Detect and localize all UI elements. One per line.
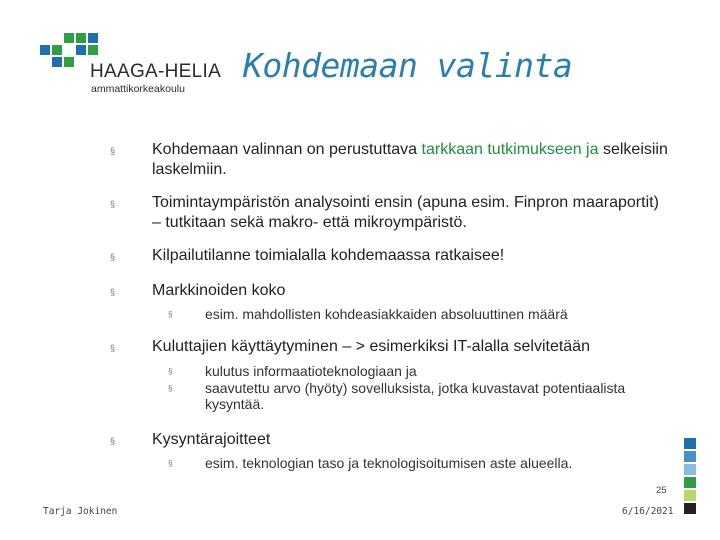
- sub-bullet-text: kulutus informaatioteknologiaan ja: [205, 363, 417, 379]
- page-number: 25: [656, 485, 667, 496]
- bullet-text: Toimintaympäristön analysointi ensin (apuna esim. Finpron maaraportit) – tutkitaan sekä makro- että mikroympäristö.: [152, 194, 659, 231]
- decor-square: [684, 464, 696, 475]
- bullet-text: Kuluttajien käyttäytyminen – > esimerkiksi IT-alalla selvitetään: [152, 338, 590, 355]
- bullet-marker: §: [110, 436, 116, 446]
- footer-author: Tarja Jokinen: [43, 506, 118, 517]
- decor-square: [684, 490, 696, 501]
- bullet-marker: §: [110, 199, 116, 209]
- sub-bullet-marker: §: [168, 459, 173, 468]
- bullet-text: [152, 140, 672, 180]
- logo-name: HAAGA-HELIA: [90, 61, 222, 82]
- decor-square: [684, 438, 696, 449]
- decor-square: [684, 477, 696, 488]
- bullet-marker: §: [110, 252, 116, 262]
- footer-date: 6/16/2021: [622, 506, 674, 517]
- bullet-marker: §: [110, 146, 116, 156]
- logo-subtitle: ammattikorkeakoulu: [91, 83, 185, 95]
- sub-bullet-marker: §: [168, 384, 173, 393]
- sub-bullet-text: esim. teknologian taso ja teknologisoitumisen aste alueella.: [205, 455, 573, 471]
- bullet-marker: §: [110, 287, 116, 297]
- bullet-text-post: selkeisiin laskelmiin.: [152, 141, 668, 178]
- sub-bullet-text: esim. mahdollisten kohdeasiakkaiden absoluuttinen määrä: [205, 306, 568, 322]
- bullet-text-pre: Kohdemaan valinnan on perustuttava: [152, 141, 422, 158]
- bullet-text: Markkinoiden koko: [152, 282, 286, 299]
- bullet-text: Kilpailutilanne toimialalla kohdemaassa ratkaisee!: [152, 247, 505, 264]
- bullet-text: Kysyntärajoitteet: [152, 431, 271, 448]
- decor-square: [684, 503, 696, 514]
- sub-bullet-marker: §: [168, 367, 173, 376]
- sub-bullet-text: saavutettu arvo (hyöty) sovelluksista, jotka kuvastavat potentiaalista kysyntää.: [205, 380, 626, 412]
- slide-title: Kohdemaan valinta: [243, 46, 573, 85]
- side-squares-decoration: [684, 438, 698, 518]
- bullet-marker: §: [110, 343, 116, 353]
- bullet-text-highlight: tarkkaan tutkimukseen ja: [421, 141, 599, 158]
- sub-bullet-marker: §: [168, 310, 173, 319]
- decor-square: [684, 451, 696, 462]
